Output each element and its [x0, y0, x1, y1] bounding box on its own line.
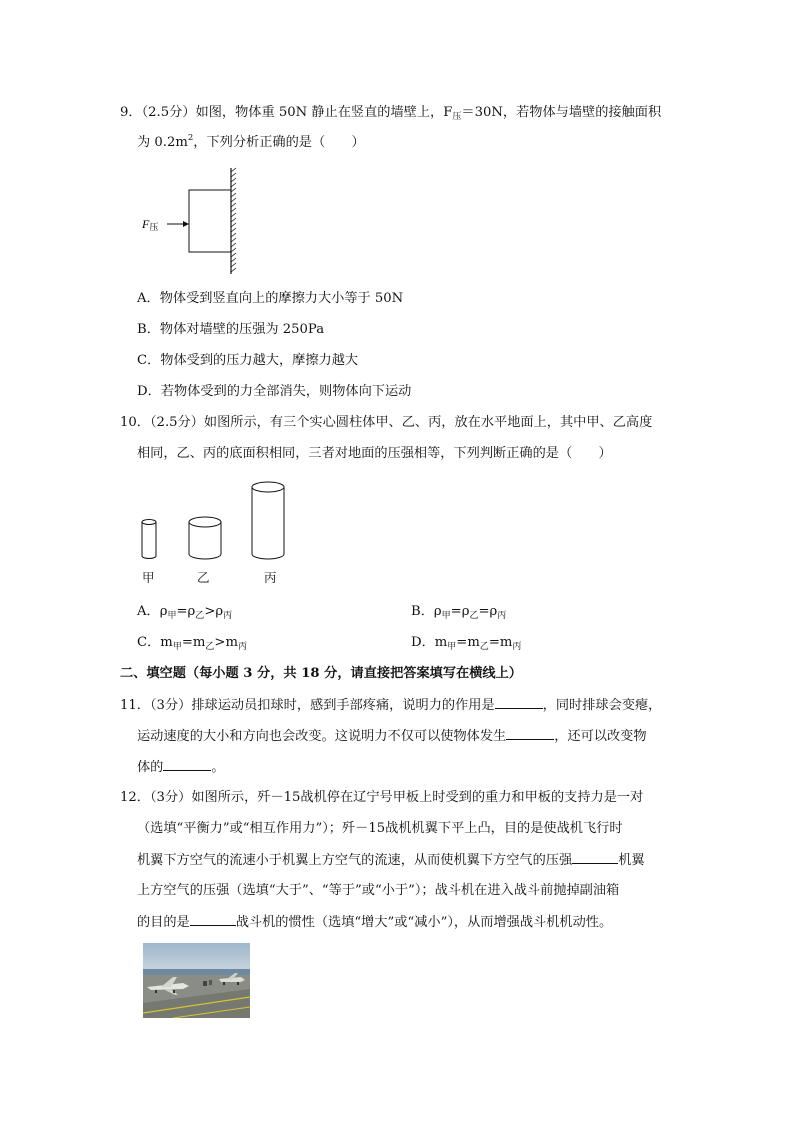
wall-hatching: [231, 168, 236, 272]
answer-blank[interactable]: [163, 757, 211, 771]
section-title: 二、填空题（每小题 3 分，共 18 分，请直接把答案填写在横线上）: [120, 666, 522, 681]
aircraft-carrier-photo: [143, 943, 250, 1018]
cylinder-bing: [252, 482, 284, 559]
q12-line1: 12．（3分）如图所示，歼－15战机停在辽宁号甲板上时受到的重力和甲板的支持力是一对: [120, 790, 644, 805]
q11-line3: 体的 。: [137, 757, 225, 778]
q11-line2: 运动速度的大小和方向也会改变。这说明力不仅可以使物体发生 ，还可以改变物: [137, 726, 647, 747]
q9-option-c: C．物体受到的压力越大，摩擦力越大: [137, 353, 359, 368]
answer-blank[interactable]: [495, 695, 543, 709]
block: [189, 190, 231, 252]
q12-line4: 上方空气的压强（选填“大于”、“等于”或“小于”）；战斗机在进入战斗前抛掉副油箱: [137, 883, 620, 898]
q12-line5: 的目的是 战斗机的惯性（选填“增大”或“减小”），从而增强战斗机机动性。: [137, 912, 612, 933]
q10-option-c: C．$m_甲=m_乙>m_丙$: [137, 635, 247, 652]
q12-line2: （选填“平衡力”或“相互作用力”）；歼－15战机机翼下平上凸，目的是使战机飞行时: [137, 821, 623, 836]
force-arrow-head: [183, 221, 189, 227]
answer-blank[interactable]: [572, 850, 618, 864]
cylinder-yi: [189, 517, 221, 559]
force-label: F压: [142, 217, 159, 232]
q10-option-a: A．$\rho_甲=\rho_乙>\rho_丙$: [137, 604, 233, 621]
q9-line1: 9．（2.5分）如图，物体重 50N 静止在竖直的墙壁上，$F_压=30N$，若物体与墙壁的接触面积: [120, 105, 662, 122]
wall-block-figure: [138, 166, 248, 278]
q9-option-d: D．若物体受到的力全部消失，则物体向下运动: [137, 384, 412, 399]
label-bing: 丙: [264, 570, 277, 585]
q9-option-a: A．物体受到竖直向上的摩擦力大小等于 50N: [137, 291, 404, 306]
q12-line3: 机翼下方空气的流速小于机翼上方空气的流速，从而使机翼下方空气的压强 机翼: [137, 850, 645, 871]
q10-option-d: D．$m_甲=m_乙=m_丙$: [411, 635, 522, 652]
q10-line2: 相同，乙、丙的底面积相同，三者对地面的压强相等，下列判断正确的是（ ）: [137, 446, 612, 461]
answer-blank[interactable]: [190, 912, 236, 926]
q10-option-b: B．$\rho_甲=\rho_乙=\rho_丙$: [411, 604, 507, 621]
cylinders-figure: [135, 478, 295, 566]
q11-line1: 11．（3分）排球运动员扣球时，感到手部疼痛，说明力的作用是 ，同时排球会变瘪，: [120, 695, 661, 716]
q10-line1: 10．（2.5分）如图所示，有三个实心圆柱体甲、乙、丙，放在水平地面上，其中甲、乙高度: [120, 415, 653, 430]
q9-option-b: B．物体对墙壁的压强为 250Pa: [137, 322, 325, 337]
label-jia: 甲: [142, 570, 155, 585]
answer-blank[interactable]: [506, 726, 554, 740]
cylinder-jia: [142, 520, 156, 559]
label-yi: 乙: [197, 570, 210, 585]
q9-line2: 为 $0.2m^2$，下列分析正确的是（ ）: [137, 133, 365, 150]
